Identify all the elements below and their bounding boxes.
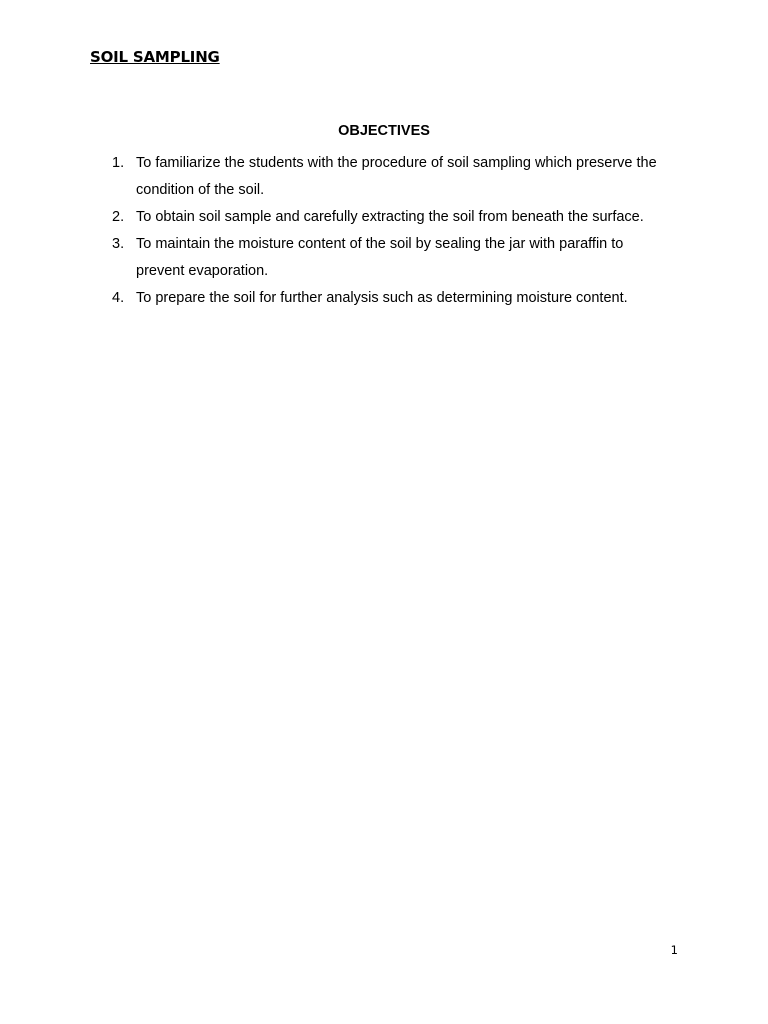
objectives-list xyxy=(112,150,672,312)
list-item-text: To maintain the moisture content of the soil by sealing the jar with paraffin to prevent evaporation. xyxy=(136,236,624,279)
list-item xyxy=(112,204,672,231)
list-item-text: To familiarize the students with the procedure of soil sampling which preserve the condition of the soil. xyxy=(136,155,657,198)
list-item xyxy=(112,285,672,312)
list-item-number: 3. xyxy=(112,236,125,252)
list-item-text: To prepare the soil for further analysis such as determining moisture content. xyxy=(136,290,628,306)
page-number: 1 xyxy=(670,943,678,957)
list-item xyxy=(112,150,672,204)
list-item xyxy=(112,231,672,285)
section-heading-objectives: OBJECTIVES xyxy=(338,123,430,139)
list-item-text: To obtain soil sample and carefully extracting the soil from beneath the surface. xyxy=(136,209,644,225)
document-title: SOIL SAMPLING xyxy=(90,48,220,66)
list-item-number: 2. xyxy=(112,209,125,225)
list-item-number: 4. xyxy=(112,290,125,306)
list-item-number: 1. xyxy=(112,155,125,171)
